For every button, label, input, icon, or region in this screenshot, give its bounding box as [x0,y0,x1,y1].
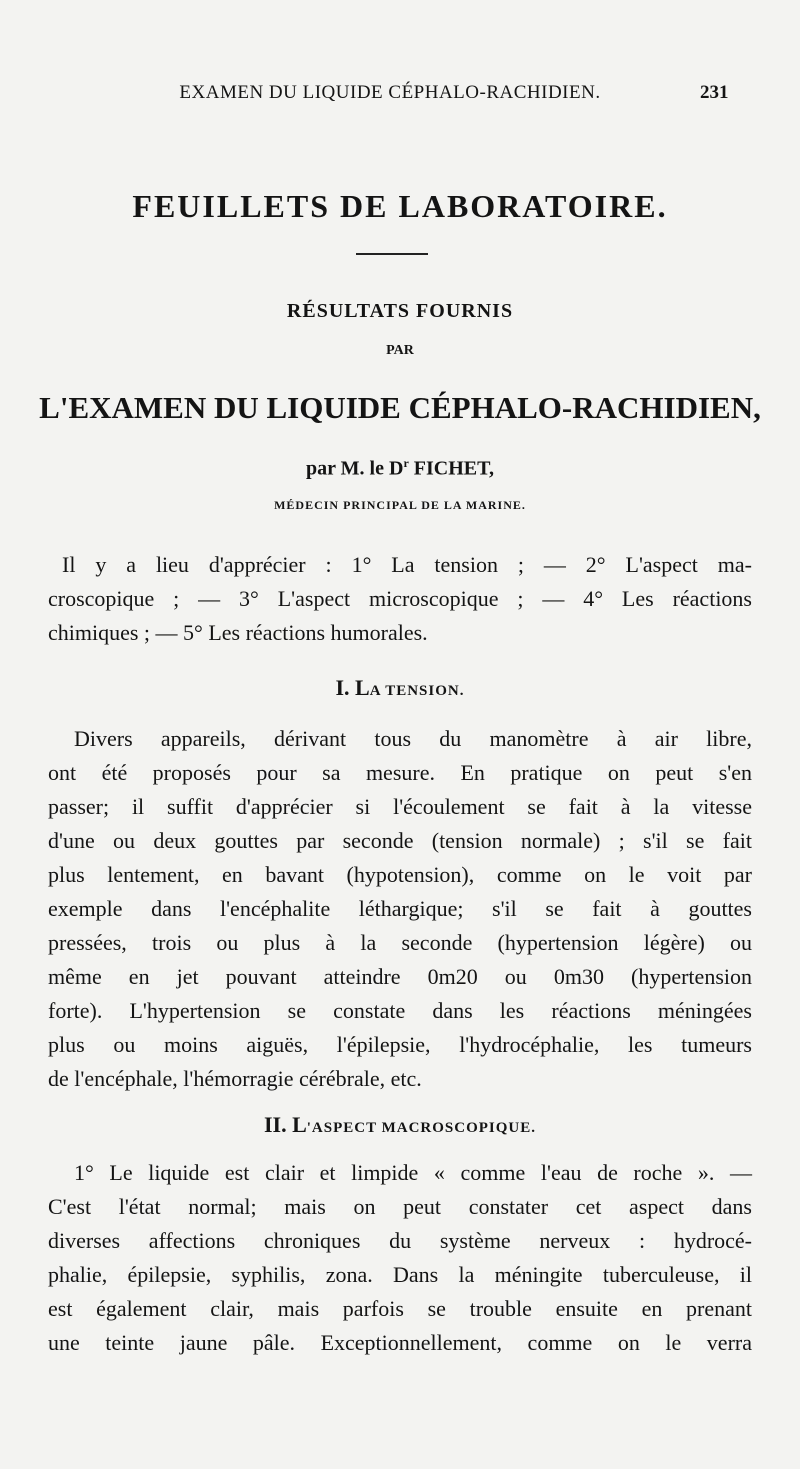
article-title-line3: L'EXAMEN DU LIQUIDE CÉPHALO-RACHIDIEN, [39,390,761,425]
text-line: chimiques ; — 5° Les réactions humorales. [48,620,428,645]
section-heading-aspect [0,1112,800,1138]
text-line: d'une ou deux gouttes par seconde (tension normale) ; s'il se fait [48,828,752,853]
text-line: diverses affections chroniques du système nerveux : hydrocé- [48,1228,752,1253]
page-number: 231 [700,82,729,103]
author-line [0,456,800,481]
text-line: même en jet pouvant atteindre 0m20 ou 0m30 (hypertension [48,964,752,989]
author-sup: r [403,456,409,470]
text-line: passer; il suffit d'apprécier si l'écoulement se fait à la vitesse [48,794,752,819]
text-line: de l'encéphale, l'hémorragie cérébrale, etc. [48,1066,422,1091]
aspect-paragraph [48,1156,752,1360]
title-rule [356,253,428,255]
text-line: 1° Le liquide est clair et limpide « comme l'eau de roche ». — [74,1160,752,1185]
section-number: II. L [263,1112,307,1137]
article-title-line2: PAR [386,343,414,358]
section-title: 'ASPECT MACROSCOPIQUE. [306,1120,537,1136]
text-line: forte). L'hypertension se constate dans les réactions méningées [48,998,752,1023]
text-line: ont été proposés pour sa mesure. En pratique on peut s'en [48,760,752,785]
section-number: I. L [335,675,370,700]
text-line: plus lentement, en bavant (hypotension), comme on le voit par [48,862,752,887]
running-head: EXAMEN DU LIQUIDE CÉPHALO-RACHIDIEN. [179,82,601,103]
text-line: exemple dans l'encéphalite léthargique; s'il se fait à gouttes [48,896,752,921]
text-line: plus ou moins aiguës, l'épilepsie, l'hydrocéphalie, les tumeurs [48,1032,752,1057]
author-prefix: par M. le D [306,457,404,480]
text-line: Il y a lieu d'apprécier : 1° La tension ; — 2° L'aspect ma- [62,552,752,577]
text-line: une teinte jaune pâle. Exceptionnellement, comme on le verra [48,1330,752,1355]
section-heading-tension [0,675,800,701]
section-title: A TENSION. [369,683,465,699]
author-affiliation: MÉDECIN PRINCIPAL DE LA MARINE. [274,498,526,512]
author-name: FICHET, [408,457,494,480]
text-line: C'est l'état normal; mais on peut constater cet aspect dans [48,1194,752,1219]
tension-paragraph [48,722,752,1096]
text-line: Divers appareils, dérivant tous du manomètre à air libre, [74,726,752,751]
article-title-line1: RÉSULTATS FOURNIS [286,300,514,322]
text-line: croscopique ; — 3° L'aspect microscopique ; — 4° Les réactions [48,586,752,611]
text-line: phalie, épilepsie, syphilis, zona. Dans la méningite tuberculeuse, il [48,1262,752,1287]
series-title: FEUILLETS DE LABORATOIRE. [132,188,668,224]
text-line: pressées, trois ou plus à la seconde (hypertension légère) ou [48,930,752,955]
intro-paragraph [48,548,752,650]
text-line: est également clair, mais parfois se trouble ensuite en prenant [48,1296,752,1321]
